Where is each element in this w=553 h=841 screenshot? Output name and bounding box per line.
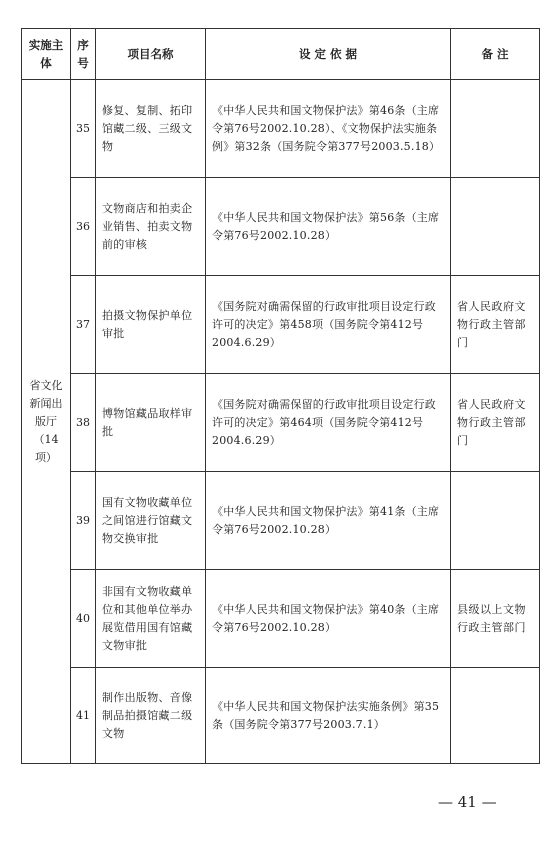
- row-number: 40: [71, 570, 96, 668]
- item-name: 博物馆藏品取样审批: [96, 374, 206, 472]
- item-basis: 《中华人民共和国文物保护法》第41条（主席令第76号2002.10.28）: [206, 472, 451, 570]
- row-number: 39: [71, 472, 96, 570]
- item-basis: 《中华人民共和国文物保护法》第56条（主席令第76号2002.10.28）: [206, 178, 451, 276]
- item-basis: 《中华人民共和国文物保护法》第46条（主席令第76号2002.10.28）、《文物保护法实施条例》第32条（国务院令第377号2003.5.18）: [206, 80, 451, 178]
- item-name: 文物商店和拍卖企业销售、拍卖文物前的审核: [96, 178, 206, 276]
- item-note: 省人民政府文物行政主管部门: [451, 374, 540, 472]
- item-name: 非国有文物收藏单位和其他单位举办展览借用国有馆藏文物审批: [96, 570, 206, 668]
- item-basis: 《中华人民共和国文物保护法》第40条（主席令第76号2002.10.28）: [206, 570, 451, 668]
- item-note: 省人民政府文物行政主管部门: [451, 276, 540, 374]
- subject-cell: 省文化新闻出版厅（14项）: [22, 80, 71, 764]
- item-name: 制作出版物、音像制品拍摄馆藏二级文物: [96, 668, 206, 764]
- item-note: [451, 472, 540, 570]
- row-number: 37: [71, 276, 96, 374]
- item-note: [451, 80, 540, 178]
- table-row: [22, 276, 540, 374]
- header-row: [22, 29, 540, 80]
- permit-table: [21, 28, 540, 764]
- page-number: — 41 —: [438, 793, 497, 811]
- header-number: 序号: [71, 29, 96, 80]
- item-name: 拍摄文物保护单位审批: [96, 276, 206, 374]
- row-number: 38: [71, 374, 96, 472]
- row-number: 41: [71, 668, 96, 764]
- table-row: [22, 178, 540, 276]
- item-note: 县级以上文物行政主管部门: [451, 570, 540, 668]
- item-note: [451, 668, 540, 764]
- row-number: 35: [71, 80, 96, 178]
- header-subject: 实施主体: [22, 29, 71, 80]
- header-name: 项目名称: [96, 29, 206, 80]
- item-name: 修复、复制、拓印馆藏二级、三级文物: [96, 80, 206, 178]
- table-row: [22, 668, 540, 764]
- header-note: 备 注: [451, 29, 540, 80]
- table-row: [22, 570, 540, 668]
- item-name: 国有文物收藏单位之间馆进行馆藏文物交换审批: [96, 472, 206, 570]
- item-basis: 《国务院对确需保留的行政审批项目设定行政许可的决定》第464项（国务院令第412号2004.6.29）: [206, 374, 451, 472]
- table-row: [22, 80, 540, 178]
- item-basis: 《国务院对确需保留的行政审批项目设定行政许可的决定》第458项（国务院令第412号2004.6.29）: [206, 276, 451, 374]
- header-basis: 设 定 依 据: [206, 29, 451, 80]
- item-basis: 《中华人民共和国文物保护法实施条例》第35条（国务院令第377号2003.7.1）: [206, 668, 451, 764]
- item-note: [451, 178, 540, 276]
- table-row: [22, 472, 540, 570]
- row-number: 36: [71, 178, 96, 276]
- table-row: [22, 374, 540, 472]
